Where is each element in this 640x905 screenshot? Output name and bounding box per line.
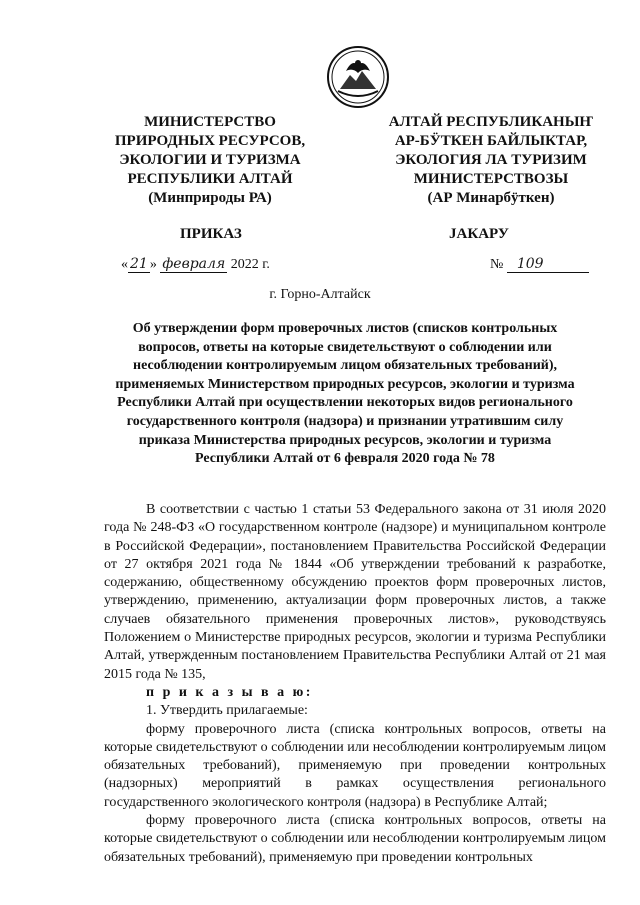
order-date	[121, 256, 270, 273]
title-line: несоблюдении контролируемым лицом обязательных требований),	[133, 358, 557, 374]
document-title	[105, 320, 585, 469]
order-number	[490, 256, 589, 273]
date-year: 2022 г.	[230, 257, 270, 272]
title-line: государственного контроля (надзора) и признании утратившим силу	[126, 413, 564, 429]
title-line: Об утверждении форм проверочных листов (списков контрольных	[132, 321, 558, 336]
date-day: 21	[130, 256, 148, 272]
city: г. Горно-Алтайск	[269, 287, 371, 302]
number-label: №	[490, 257, 504, 272]
ministry-name-altai	[366, 113, 616, 208]
quote-close: »	[149, 257, 157, 272]
title-line: Республики Алтай от 6 февраля 2020 года № 78	[195, 451, 495, 467]
title-line: Республики Алтай при осуществлении некоторых видов регионального	[117, 395, 573, 411]
paragraph-form-2: форму проверочного листа (списка контрольных вопросов, ответы на которые свидетельствуют о соблюдении или несоблюдении контролируемым лицом обязательных требований), применяемую при проведении контрольных	[104, 813, 606, 865]
ministry-line: МИНИСТЕРСТВО	[144, 114, 276, 130]
ministry-line: ЭКОЛОГИЯ ЛА ТУРИЗИМ	[395, 152, 587, 168]
paragraph-form-1: форму проверочного листа (списка контрольных вопросов, ответы на которые свидетельствуют о соблюдении или несоблюдении контролируемым лицом обязательных требований), применяемую при проведении контрольных (надзорных) мероприятий в рамках осуществления регионального государственного экологического контроля (надзора) в Республике Алтай;	[104, 721, 606, 810]
ministry-short-name: (Минприроды РА)	[148, 190, 272, 206]
paragraph-preamble: В соответствии с частью 1 статьи 53 Федерального закона от 31 июля 2020 года № 248-ФЗ «О государственном контроле (надзоре) и муниципальном контроле в Российской Федерации», постановлением Правительства Российской Федерации от 27 октября 2021 года № 1844 «Об утверждении требований к разработке, содержанию, общественному обсуждению проектов форм проверочных листов, утверждению, применению, актуализации форм проверочных листов, а также случаев обязательного применения проверочных листов», руководствуясь Положением о Министерстве природных ресурсов, экологии и туризма Республики Алтай, утвержденным постановлением Правительства Республики Алтай от 21 мая 2015 года № 135,	[104, 502, 606, 682]
date-month: февраля	[162, 256, 226, 272]
paragraph-order-word: п р и к а з ы в а ю:	[146, 684, 313, 700]
paragraph-item-1: 1. Утвердить прилагаемые:	[146, 703, 308, 719]
order-heading-altai: JАКАРУ	[449, 226, 509, 242]
ministry-line: ПРИРОДНЫХ РЕСУРСОВ,	[114, 133, 306, 149]
number-value: 109	[507, 256, 589, 273]
coat-of-arms-icon	[326, 45, 390, 109]
ministry-line: АР-БӰТКЕН БАЙЛЫКТАР,	[394, 133, 588, 149]
title-line: приказа Министерства природных ресурсов, экологии и туризма	[138, 432, 552, 448]
ministry-line: ЭКОЛОГИИ И ТУРИЗМА	[119, 152, 301, 168]
ministry-line: МИНИСТЕРСТВОЗЫ	[413, 171, 569, 187]
document-body	[104, 501, 606, 867]
order-heading-russian: ПРИКАЗ	[180, 226, 242, 242]
title-line: применяемых Министерством природных ресурсов, экологии и туризма	[115, 376, 575, 392]
ministry-short-name: (АР Минарбӱткен)	[427, 190, 555, 206]
quote-open: «	[121, 257, 128, 272]
title-line: вопросов, ответы на которые свидетельствуют о соблюдении или	[138, 339, 552, 355]
ministry-name-russian	[90, 113, 330, 208]
ministry-line: РЕСПУБЛИКИ АЛТАЙ	[127, 171, 293, 187]
ministry-line: АЛТАЙ РЕСПУБЛИКАНЫҤ	[388, 114, 594, 130]
